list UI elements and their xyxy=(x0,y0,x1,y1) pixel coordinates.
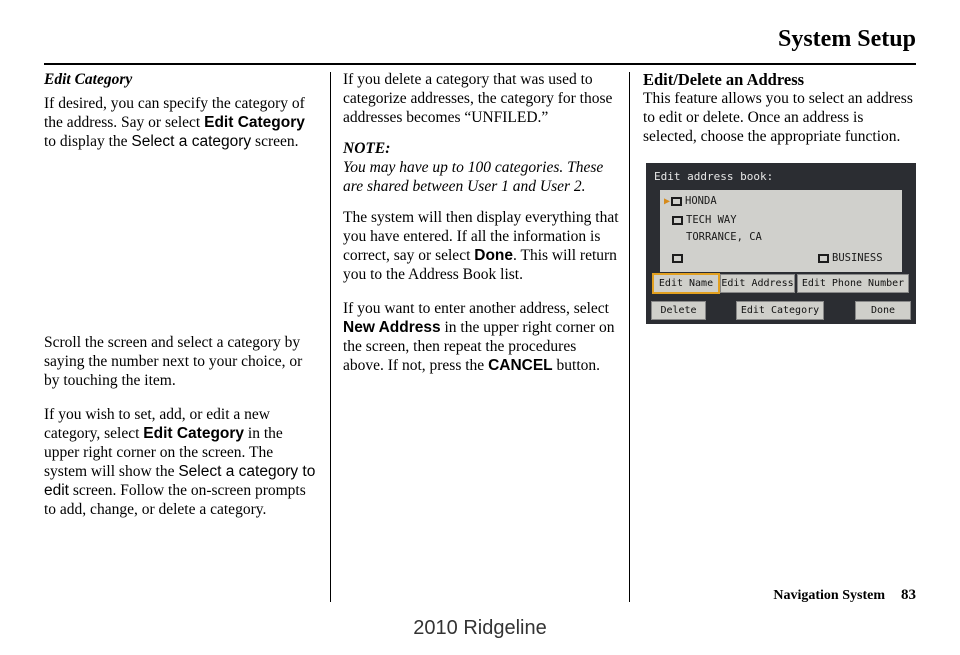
delete-button[interactable]: Delete xyxy=(651,301,706,320)
paragraph: Scroll the screen and select a category by saying the number next to your choice, or by touching the item. xyxy=(44,334,303,389)
paragraph xyxy=(44,405,320,519)
address-street-row xyxy=(672,214,737,226)
ui-term: Edit Category xyxy=(143,425,245,442)
address-street: TECH WAY xyxy=(686,214,737,226)
section-heading-edit-delete: Edit/Delete an Address xyxy=(643,70,805,89)
ui-term: New Address xyxy=(343,319,441,336)
ui-term: Select a category to edit xyxy=(44,463,316,499)
edit-phone-number-button[interactable]: Edit Phone Number xyxy=(797,274,909,293)
paragraph: This feature allows you to select an address to edit or delete. Once an address is selected, choose the appropriate function. xyxy=(643,90,913,145)
page-footer xyxy=(773,587,916,604)
screen-title: Edit address book: xyxy=(654,170,774,183)
text: If you want to enter another address, select xyxy=(343,300,609,317)
category-icon xyxy=(818,254,829,263)
address-detail-panel xyxy=(660,190,902,272)
text: . This will return you to the Address Book list. xyxy=(343,247,617,283)
column-middle xyxy=(343,70,619,375)
header-rule xyxy=(44,63,916,65)
paragraph xyxy=(343,299,619,375)
address-name-row xyxy=(664,195,717,207)
address-icon xyxy=(672,216,683,225)
section-heading-edit-category: Edit Category xyxy=(44,71,133,88)
text: in the upper right corner on the screen, then repeat the procedures above. If not, press the xyxy=(343,319,615,374)
column-left-lower xyxy=(44,333,320,519)
column-divider xyxy=(330,72,331,602)
edit-name-button[interactable]: Edit Name xyxy=(652,273,720,294)
text: in the upper right corner on the screen. The system will show the xyxy=(44,425,283,480)
footer-section-name: Navigation System xyxy=(773,588,885,603)
phone-row xyxy=(672,252,686,264)
edit-address-button[interactable]: Edit Address xyxy=(720,274,795,293)
edit-category-button[interactable]: Edit Category xyxy=(736,301,824,320)
address-name: HONDA xyxy=(685,195,717,207)
paragraph xyxy=(44,94,320,151)
name-icon xyxy=(671,197,682,206)
text: screen. Follow the on-screen prompts to add, change, or delete a category. xyxy=(44,482,306,518)
page-number: 83 xyxy=(901,587,916,603)
nav-screen-edit-address-book xyxy=(646,163,916,324)
ui-term: Done xyxy=(474,247,514,264)
text: to display the xyxy=(44,133,132,150)
text: The system will then display everything that you have entered. If all the information is correct, say or select xyxy=(343,209,619,264)
ui-term: Select a category xyxy=(131,133,252,150)
column-right xyxy=(643,70,919,146)
address-city: TORRANCE, CA xyxy=(686,231,762,243)
page-section-title: System Setup xyxy=(777,26,916,52)
text: screen. xyxy=(251,133,299,150)
text: If you wish to set, add, or edit a new category, select xyxy=(44,406,270,442)
ui-term: CANCEL xyxy=(488,357,553,374)
text: If desired, you can specify the category of the address. Say or select xyxy=(44,95,305,131)
ui-term: Edit Category xyxy=(204,114,305,131)
category-row xyxy=(818,252,883,264)
text: button. xyxy=(552,357,601,374)
done-button[interactable]: Done xyxy=(855,301,911,320)
cursor-arrow-icon: ▶ xyxy=(664,196,671,207)
paragraph: If you delete a category that was used to categorize addresses, the category for those addresses becomes “UNFILED.” xyxy=(343,71,613,126)
note-text: You may have up to 100 categories. These are shared between User 1 and User 2. xyxy=(343,159,604,195)
address-city-row xyxy=(686,231,762,243)
watermark: 2010 Ridgeline xyxy=(413,617,547,639)
column-divider xyxy=(629,72,630,602)
address-category: BUSINESS xyxy=(832,252,883,264)
note-label: NOTE: xyxy=(343,140,391,157)
phone-icon xyxy=(672,254,683,263)
column-left xyxy=(44,70,320,151)
paragraph xyxy=(343,208,619,284)
